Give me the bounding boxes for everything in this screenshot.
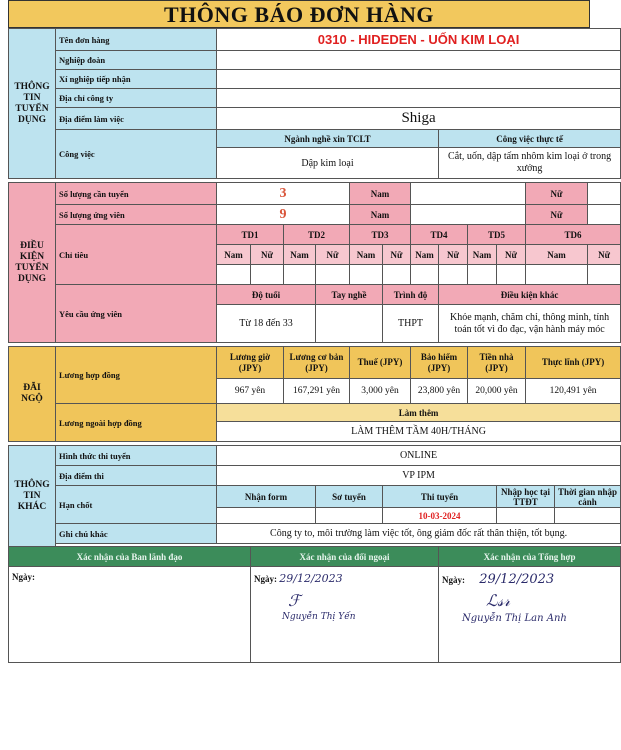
td6-nam: Nam: [526, 245, 588, 265]
value-cong-viec-thuc-te: Cắt, uốn, dập tấm nhôm kim loại ở trong xưởng: [439, 148, 621, 179]
value-nghiep-doan: [217, 51, 621, 70]
value-trinh-do: THPT: [383, 305, 439, 343]
name-doi-ngoai: Nguyễn Thị Yến: [282, 612, 356, 622]
header-nganh-nghe: Ngành nghề xin TCLT: [217, 130, 439, 148]
value-dia-diem: Shiga: [217, 108, 621, 130]
td4-nam: Nam: [411, 245, 439, 265]
section-dieu-kien: ĐIỀU KIỆN TUYỂN DỤNG: [9, 183, 56, 343]
section-dai-ngo: ĐÃI NGỘ: [9, 347, 56, 442]
header-nhan-form: Nhận form: [217, 486, 316, 508]
header-td5: TD5: [468, 225, 526, 245]
date-tong-hop: 29/12/2023: [479, 572, 555, 587]
label-nam-1: Nam: [350, 183, 411, 205]
value-nhap-canh: [555, 508, 621, 524]
value-so-tuyen: [316, 508, 383, 524]
ngay-label-2: Ngày:: [254, 574, 277, 584]
td1-nam: Nam: [217, 245, 251, 265]
header-do-tuoi: Độ tuổi: [217, 285, 316, 305]
value-ghi-chu: Công ty to, môi trường làm việc tốt, ông giám đốc rất thân thiện, tốt bụng.: [217, 524, 621, 544]
signature-tong-hop: ℒ𝓈𝓇: [486, 591, 511, 610]
value-so-luong-ung-vien: 9: [217, 205, 350, 225]
td4-nu: Nữ: [439, 245, 468, 265]
value-nu-1: [588, 183, 621, 205]
header-nhap-canh: Thời gian nhập cảnh: [555, 486, 621, 508]
label-ten-don-hang: Tên đơn hàng: [56, 29, 217, 51]
value-do-tuoi: Từ 18 đến 33: [217, 305, 316, 343]
value-hinh-thuc: ONLINE: [217, 446, 621, 466]
name-tong-hop: Nguyễn Thị Lan Anh: [462, 613, 567, 624]
value-nganh-nghe: Dập kim loại: [217, 148, 439, 179]
td6-nu: Nữ: [588, 245, 621, 265]
label-so-luong-ung-vien: Số lượng ứng viên: [56, 205, 217, 225]
value-tien-nha: 20,000 yên: [468, 379, 526, 404]
td3-nam: Nam: [350, 245, 383, 265]
label-cong-viec: Công việc: [56, 130, 217, 179]
td5-nu: Nữ: [497, 245, 526, 265]
header-td1: TD1: [217, 225, 284, 245]
order-name: 0310 - HIDEDEN - UỐN KIM LOẠI: [217, 29, 621, 51]
value-thue: 3,000 yên: [350, 379, 411, 404]
label-luong-hop-dong: Lương hợp đồng: [56, 347, 217, 404]
value-luong-co-ban: 167,291 yên: [284, 379, 350, 404]
label-xi-nghiep: Xí nghiệp tiếp nhận: [56, 70, 217, 89]
label-nam-2: Nam: [350, 205, 411, 225]
signature-doi-ngoai: ℱ: [288, 591, 301, 610]
value-nam-2: [411, 205, 526, 225]
value-xi-nghiep: [217, 70, 621, 89]
label-nu-1: Nữ: [526, 183, 588, 205]
label-yeu-cau: Yêu cầu ứng viên: [56, 285, 217, 343]
section-khac: THÔNG TIN KHÁC: [9, 446, 56, 547]
label-luong-ngoai: Lương ngoài hợp đồng: [56, 404, 217, 442]
header-td2: TD2: [284, 225, 350, 245]
td2-nu: Nữ: [316, 245, 350, 265]
ngay-label-3: Ngày:: [442, 575, 465, 585]
header-bao-hiem: Bảo hiểm (JPY): [411, 347, 468, 379]
value-lam-them: LÀM THÊM TẦM 40H/THÁNG: [217, 422, 621, 442]
value-so-luong-tuyen: 3: [217, 183, 350, 205]
confirm-ban-lanh-dao: [9, 567, 251, 663]
header-nhap-hoc: Nhập học tại TTĐT: [497, 486, 555, 508]
header-cong-viec-thuc-te: Công việc thực tế: [439, 130, 621, 148]
ngay-label-1: Ngày:: [12, 572, 35, 582]
header-td6: TD6: [526, 225, 621, 245]
header-tay-nghe: Tay nghề: [316, 285, 383, 305]
header-luong-co-ban: Lương cơ bản (JPY): [284, 347, 350, 379]
page-title: THÔNG BÁO ĐƠN HÀNG: [8, 0, 590, 28]
header-doi-ngoai: Xác nhận của đối ngoại: [251, 547, 439, 567]
value-nhan-form: [217, 508, 316, 524]
confirm-tong-hop: [439, 567, 621, 663]
label-dia-diem-thi: Địa điểm thi: [56, 466, 217, 486]
label-han-chot: Hạn chốt: [56, 486, 217, 524]
header-trinh-do: Trình độ: [383, 285, 439, 305]
label-nghiep-doan: Nghiệp đoàn: [56, 51, 217, 70]
td3-nu: Nữ: [383, 245, 411, 265]
header-dieu-kien-khac: Điều kiện khác: [439, 285, 621, 305]
header-so-tuyen: Sơ tuyển: [316, 486, 383, 508]
value-nhap-hoc: [497, 508, 555, 524]
label-dia-diem: Địa điểm làm việc: [56, 108, 217, 130]
header-td4: TD4: [411, 225, 468, 245]
value-nu-2: [588, 205, 621, 225]
confirm-doi-ngoai: [251, 567, 439, 663]
label-nu-2: Nữ: [526, 205, 588, 225]
value-dia-diem-thi: VP IPM: [217, 466, 621, 486]
header-ban-lanh-dao: Xác nhận của Ban lãnh đạo: [9, 547, 251, 567]
value-thi-tuyen: 10-03-2024: [383, 508, 497, 524]
td2-nam: Nam: [284, 245, 316, 265]
td1-nu: Nữ: [251, 245, 284, 265]
header-tien-nha: Tiền nhà (JPY): [468, 347, 526, 379]
date-doi-ngoai: 29/12/2023: [279, 572, 343, 585]
value-thuc-linh: 120,491 yên: [526, 379, 621, 404]
header-luong-gio: Lương giờ (JPY): [217, 347, 284, 379]
value-dia-chi: [217, 89, 621, 108]
header-thue: Thuế (JPY): [350, 347, 411, 379]
header-thi-tuyen: Thi tuyển: [383, 486, 497, 508]
header-tong-hop: Xác nhận của Tổng hợp: [439, 547, 621, 567]
label-dia-chi: Địa chỉ công ty: [56, 89, 217, 108]
label-so-luong-tuyen: Số lượng cần tuyển: [56, 183, 217, 205]
value-luong-gio: 967 yên: [217, 379, 284, 404]
value-dieu-kien-khac: Khỏe mạnh, chăm chỉ, thông minh, tính toán tốt vì đo đạc, vận hành máy móc: [439, 305, 621, 343]
label-chi-tieu: Chỉ tiêu: [56, 225, 217, 285]
order-table: [8, 28, 621, 663]
label-ghi-chu: Ghi chú khác: [56, 524, 217, 544]
value-tay-nghe: [316, 305, 383, 343]
label-hinh-thuc: Hình thức thi tuyển: [56, 446, 217, 466]
value-nam-1: [411, 183, 526, 205]
header-lam-them: Làm thêm: [217, 404, 621, 422]
value-bao-hiem: 23,800 yên: [411, 379, 468, 404]
header-thuc-linh: Thực lĩnh (JPY): [526, 347, 621, 379]
header-td3: TD3: [350, 225, 411, 245]
section-tuyen-dung: THÔNG TIN TUYỂN DỤNG: [9, 29, 56, 179]
td5-nam: Nam: [468, 245, 497, 265]
